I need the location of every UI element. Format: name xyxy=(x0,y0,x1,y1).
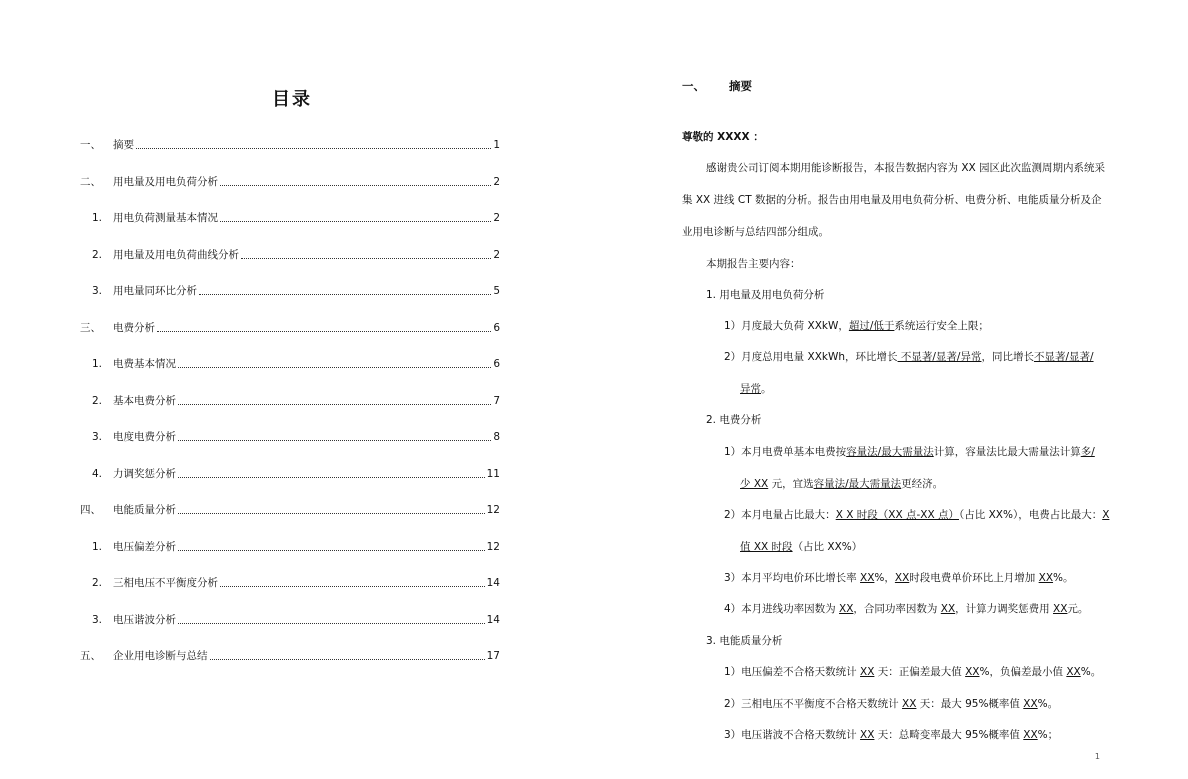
toc-entry-label: 电能质量分析 xyxy=(113,504,176,516)
toc-entry-label: 基本电费分析 xyxy=(113,395,176,407)
toc-entry-number: 五、 xyxy=(80,650,101,662)
toc-entry-number: 4. xyxy=(92,468,103,480)
toc-entry[interactable] xyxy=(92,209,500,225)
toc-entry[interactable] xyxy=(80,136,500,152)
toc-entry-page: 2 xyxy=(493,212,500,224)
toc-entry-page: 2 xyxy=(493,176,500,188)
toc-leader-dots xyxy=(136,147,491,149)
toc-entry-number: 四、 xyxy=(80,504,101,516)
toc-leader-dots xyxy=(157,330,491,332)
s1-title: 1. 用电量及用电负荷分析 xyxy=(706,289,825,301)
toc-entry-page: 5 xyxy=(493,285,500,297)
main-content-label: 本期报告主要内容： xyxy=(706,258,801,270)
intro-line-2: 集 XX 进线 CT 数据的分析。报告由用电量及用电负荷分析、电费分析、电能质量分析及企 xyxy=(682,194,1102,206)
section-heading: 一、 摘要 xyxy=(682,79,752,93)
toc-leader-dots xyxy=(220,220,491,222)
toc-entry-label: 摘要 xyxy=(113,139,134,151)
toc-leader-dots xyxy=(220,585,485,587)
toc-entry-number: 3. xyxy=(92,614,103,626)
toc-entry-label: 电度电费分析 xyxy=(113,431,176,443)
toc-entry[interactable] xyxy=(92,428,500,444)
toc-entry-page: 14 xyxy=(486,614,500,626)
s3-item-2: 2）三相电压不平衡度不合格天数统计 XX 天：最大 95%概率值 XX%。 xyxy=(724,698,1059,710)
s1-item-1: 1）月度最大负荷 XXkW，超过/低于系统运行安全上限； xyxy=(724,320,989,332)
s1-item-2-cont: 异常。 xyxy=(740,383,772,395)
toc-entry-number: 一、 xyxy=(80,139,101,151)
s3-item-3: 3）电压谐波不合格天数统计 XX 天：总畸变率最大 95%概率值 XX%； xyxy=(724,729,1059,741)
toc-leader-dots xyxy=(178,622,485,624)
toc-entry[interactable] xyxy=(80,501,500,517)
toc-entry-label: 电压偏差分析 xyxy=(113,541,176,553)
toc-entry-number: 3. xyxy=(92,431,103,443)
intro-line-3: 业用电诊断与总结四部分组成。 xyxy=(682,226,829,238)
toc-entry-number: 2. xyxy=(92,249,103,261)
toc-entry[interactable] xyxy=(92,611,500,627)
toc-entry-label: 企业用电诊断与总结 xyxy=(113,650,208,662)
toc-entry-number: 2. xyxy=(92,395,103,407)
toc-leader-dots xyxy=(178,549,485,551)
toc-entry[interactable] xyxy=(80,647,500,663)
s2-item-2: 2）本月电量占比最大：X X 时段（XX 点-XX 点）（占比 XX%），电费占比最大：X xyxy=(724,509,1110,521)
toc-leader-dots xyxy=(178,512,485,514)
toc-entry-number: 1. xyxy=(92,358,103,370)
toc-entry-number: 二、 xyxy=(80,176,101,188)
toc-entry-number: 1. xyxy=(92,541,103,553)
toc-entry-page: 14 xyxy=(486,577,500,589)
toc-entry-label: 三相电压不平衡度分析 xyxy=(113,577,218,589)
toc-entry-number: 1. xyxy=(92,212,103,224)
toc-entry-number: 三、 xyxy=(80,322,101,334)
s1-item-2: 2）月度总用电量 XXkWh，环比增长 不显著/显著/异常，同比增长不显著/显著/ xyxy=(724,351,1094,363)
toc-leader-dots xyxy=(199,293,491,295)
toc-entry-page: 6 xyxy=(493,358,500,370)
toc-leader-dots xyxy=(210,658,485,660)
intro-line-1: 感谢贵公司订阅本期用能诊断报告，本报告数据内容为 XX 园区此次监测周期内系统采 xyxy=(706,162,1106,174)
toc-entry[interactable] xyxy=(92,355,500,371)
toc-entry[interactable] xyxy=(92,246,500,262)
toc-entry-page: 8 xyxy=(493,431,500,443)
toc-entry-page: 7 xyxy=(493,395,500,407)
toc-leader-dots xyxy=(178,366,491,368)
toc-entry-number: 2. xyxy=(92,577,103,589)
toc-entry-page: 17 xyxy=(486,650,500,662)
toc-entry[interactable] xyxy=(80,173,500,189)
toc-leader-dots xyxy=(178,403,491,405)
toc-entry-label: 用电量及用电负荷曲线分析 xyxy=(113,249,239,261)
s2-item-1: 1）本月电费单基本电费按容量法/最大需量法计算，容量法比最大需量法计算多/ xyxy=(724,446,1095,458)
toc-entry-number: 3. xyxy=(92,285,103,297)
toc-entry-page: 11 xyxy=(486,468,500,480)
toc-entry-label: 用电量及用电负荷分析 xyxy=(113,176,218,188)
toc-entry-page: 12 xyxy=(486,541,500,553)
toc-entry-page: 6 xyxy=(493,322,500,334)
toc-entry-label: 用电负荷测量基本情况 xyxy=(113,212,218,224)
summary-page xyxy=(594,0,1188,779)
s2-title: 2. 电费分析 xyxy=(706,414,762,426)
toc-entry[interactable] xyxy=(92,392,500,408)
s3-title: 3. 电能质量分析 xyxy=(706,635,783,647)
s3-item-1: 1）电压偏差不合格天数统计 XX 天：正偏差最大值 XX%，负偏差最小值 XX%。 xyxy=(724,666,1102,678)
toc-entry[interactable] xyxy=(80,319,500,335)
greeting: 尊敬的 XXXX ： xyxy=(682,131,764,143)
s2-item-3: 3）本月平均电价环比增长率 XX%，XX时段电费单价环比上月增加 XX%。 xyxy=(724,572,1074,584)
toc-entry-page: 1 xyxy=(493,139,500,151)
toc-entry[interactable] xyxy=(92,538,500,554)
toc-leader-dots xyxy=(220,184,491,186)
toc-entry-page: 12 xyxy=(486,504,500,516)
toc-title: 目录 xyxy=(272,89,312,110)
toc-entry-label: 电压谐波分析 xyxy=(113,614,176,626)
toc-entry-label: 力调奖惩分析 xyxy=(113,468,176,480)
toc-entry[interactable] xyxy=(92,282,500,298)
toc-leader-dots xyxy=(241,257,491,259)
toc-entry-label: 用电量同环比分析 xyxy=(113,285,197,297)
toc-leader-dots xyxy=(178,476,485,478)
toc-entry-label: 电费分析 xyxy=(113,322,155,334)
s2-item-4: 4）本月进线功率因数为 XX，合同功率因数为 XX，计算力调奖惩费用 XX元。 xyxy=(724,603,1089,615)
toc-entry[interactable] xyxy=(92,465,500,481)
page-number: 1 xyxy=(1094,752,1100,761)
toc-entry-page: 2 xyxy=(493,249,500,261)
s2-item-2-cont: 值 XX 时段（占比 XX%） xyxy=(740,541,863,553)
toc-entry-label: 电费基本情况 xyxy=(113,358,176,370)
s2-item-1-cont: 少 XX 元，宜选容量法/最大需量法更经济。 xyxy=(740,478,944,490)
toc-entry[interactable] xyxy=(92,574,500,590)
toc-leader-dots xyxy=(178,439,491,441)
